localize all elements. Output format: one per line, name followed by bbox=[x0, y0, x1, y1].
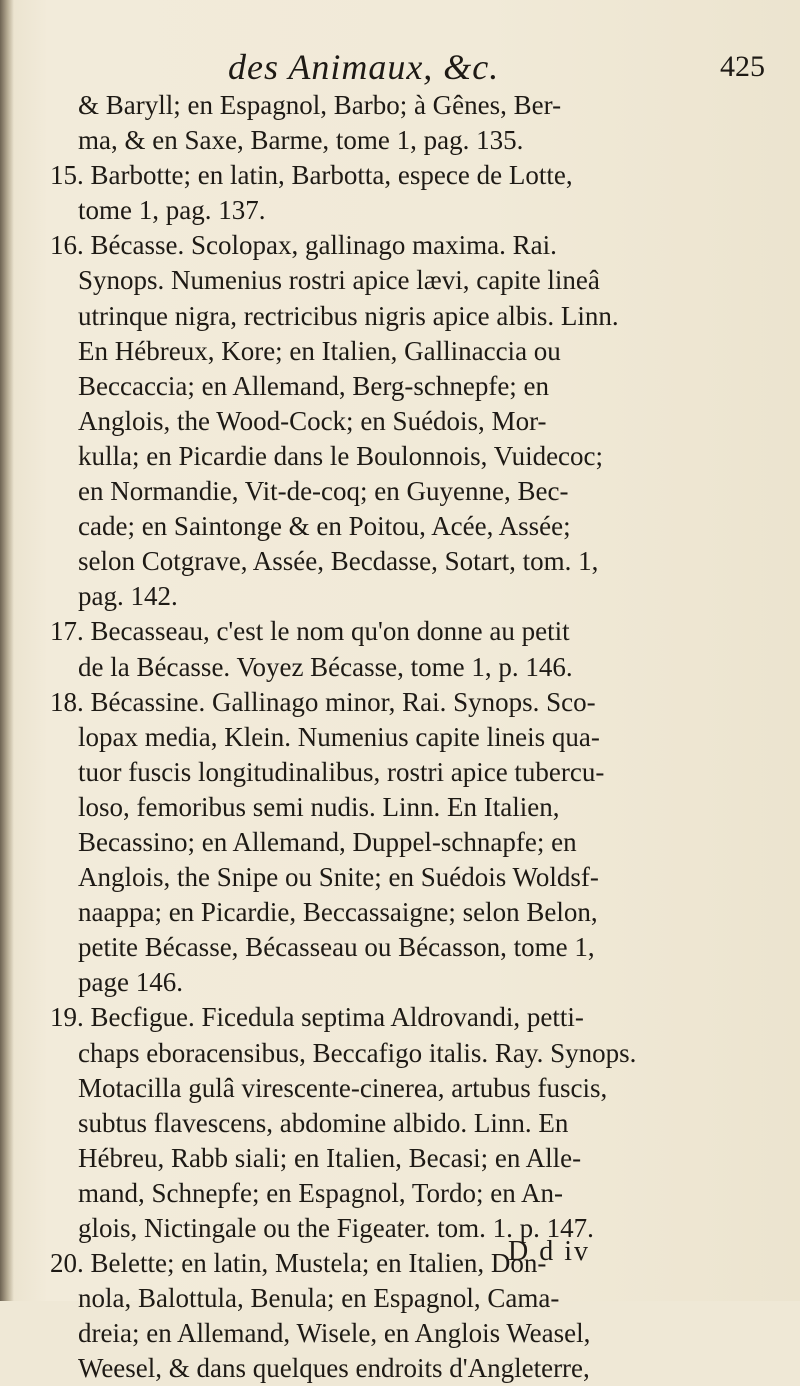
numbered-entry bbox=[50, 685, 780, 1001]
page-number: 425 bbox=[720, 50, 765, 83]
text-line: 18. Bécassine. Gallinago minor, Rai. Synops. Sco- bbox=[50, 686, 596, 717]
text-line: selon Cotgrave, Assée, Becdasse, Sotart, tom. 1, bbox=[78, 546, 599, 577]
text-line: loso, femoribus semi nudis. Linn. En Italien, bbox=[78, 791, 560, 822]
numbered-entry bbox=[50, 1000, 780, 1246]
text-line: & Baryll; en Espagnol, Barbo; à Gênes, Ber- bbox=[78, 90, 562, 120]
numbered-entry bbox=[50, 1246, 780, 1386]
text-line: page 146. bbox=[78, 967, 183, 998]
text-line: ma, & en Saxe, Barme, tome 1, pag. 135. bbox=[78, 125, 524, 156]
text-line: 16. Bécasse. Scolopax, gallinago maxima. Rai. bbox=[50, 230, 557, 261]
text-line: 19. Becfigue. Ficedula septima Aldrovandi, petti- bbox=[50, 1002, 584, 1033]
text-line: Hébreu, Rabb siali; en Italien, Becasi; en Alle- bbox=[78, 1142, 582, 1173]
text-line: tome 1, pag. 137. bbox=[78, 195, 266, 226]
signature-mark: D d iv bbox=[508, 1236, 590, 1267]
page-header bbox=[0, 46, 800, 90]
text-line: Motacilla gulâ virescente-cinerea, artubus fuscis, bbox=[78, 1072, 608, 1103]
text-line: de la Bécasse. Voyez Bécasse, tome 1, p. 146. bbox=[78, 651, 573, 682]
text-line: Anglois, the Wood-Cock; en Suédois, Mor- bbox=[78, 405, 547, 436]
text-line: subtus flavescens, abdomine albido. Linn. En bbox=[78, 1107, 569, 1138]
text-line: en Normandie, Vit-de-coq; en Guyenne, Bec- bbox=[78, 476, 569, 507]
text-line: Beccaccia; en Allemand, Berg-schnepfe; en bbox=[78, 370, 550, 401]
text-line: Anglois, the Snipe ou Snite; en Suédois Woldsf- bbox=[78, 862, 599, 893]
body-text bbox=[50, 88, 780, 1386]
text-line: 15. Barbotte; en latin, Barbotta, espece de Lotte, bbox=[50, 160, 573, 191]
text-line: chaps eboracensibus, Beccafigo italis. Ray. Synops. bbox=[78, 1037, 637, 1068]
numbered-entry bbox=[50, 228, 780, 614]
text-line: Weesel, & dans quelques endroits d'Angleterre, bbox=[78, 1353, 590, 1384]
text-line: kulla; en Picardie dans le Boulonnois, Vuidecoc; bbox=[78, 440, 604, 471]
text-line: dreia; en Allemand, Wisele, en Anglois Weasel, bbox=[78, 1318, 591, 1349]
text-line: utrinque nigra, rectricibus nigris apice albis. Linn. bbox=[78, 300, 619, 331]
text-line: naappa; en Picardie, Beccassaigne; selon Belon, bbox=[78, 897, 598, 928]
text-line: pag. 142. bbox=[78, 581, 178, 612]
page-spine-shadow bbox=[0, 0, 14, 1301]
continued-paragraph bbox=[50, 88, 780, 158]
text-line: lopax media, Klein. Numenius capite lineis qua- bbox=[78, 721, 600, 752]
numbered-entry bbox=[50, 158, 780, 228]
text-line: nola, Balottula, Benula; en Espagnol, Cama- bbox=[78, 1283, 560, 1314]
text-line: glois, Nictingale ou the Figeater. tom. 1. p. 147. bbox=[78, 1213, 594, 1243]
text-line: cade; en Saintonge & en Poitou, Acée, Assée; bbox=[78, 511, 571, 542]
text-line: Becassino; en Allemand, Duppel-schnapfe; en bbox=[78, 826, 577, 857]
numbered-entry bbox=[50, 614, 780, 684]
text-line: mand, Schnepfe; en Espagnol, Tordo; en An- bbox=[78, 1177, 564, 1208]
text-line: tuor fuscis longitudinalibus, rostri apice tubercu- bbox=[78, 756, 605, 787]
running-title: des Animaux, &c. bbox=[228, 47, 500, 87]
text-line: 20. Belette; en latin, Mustela; en Italien, Don- bbox=[50, 1248, 547, 1279]
text-line: petite Bécasse, Bécasseau ou Bécasson, tome 1, bbox=[78, 932, 595, 963]
text-line: Synops. Numenius rostri apice lævi, capite lineâ bbox=[78, 265, 600, 296]
text-line: 17. Becasseau, c'est le nom qu'on donne au petit bbox=[50, 616, 570, 647]
text-line: En Hébreux, Kore; en Italien, Gallinaccia ou bbox=[78, 335, 561, 366]
